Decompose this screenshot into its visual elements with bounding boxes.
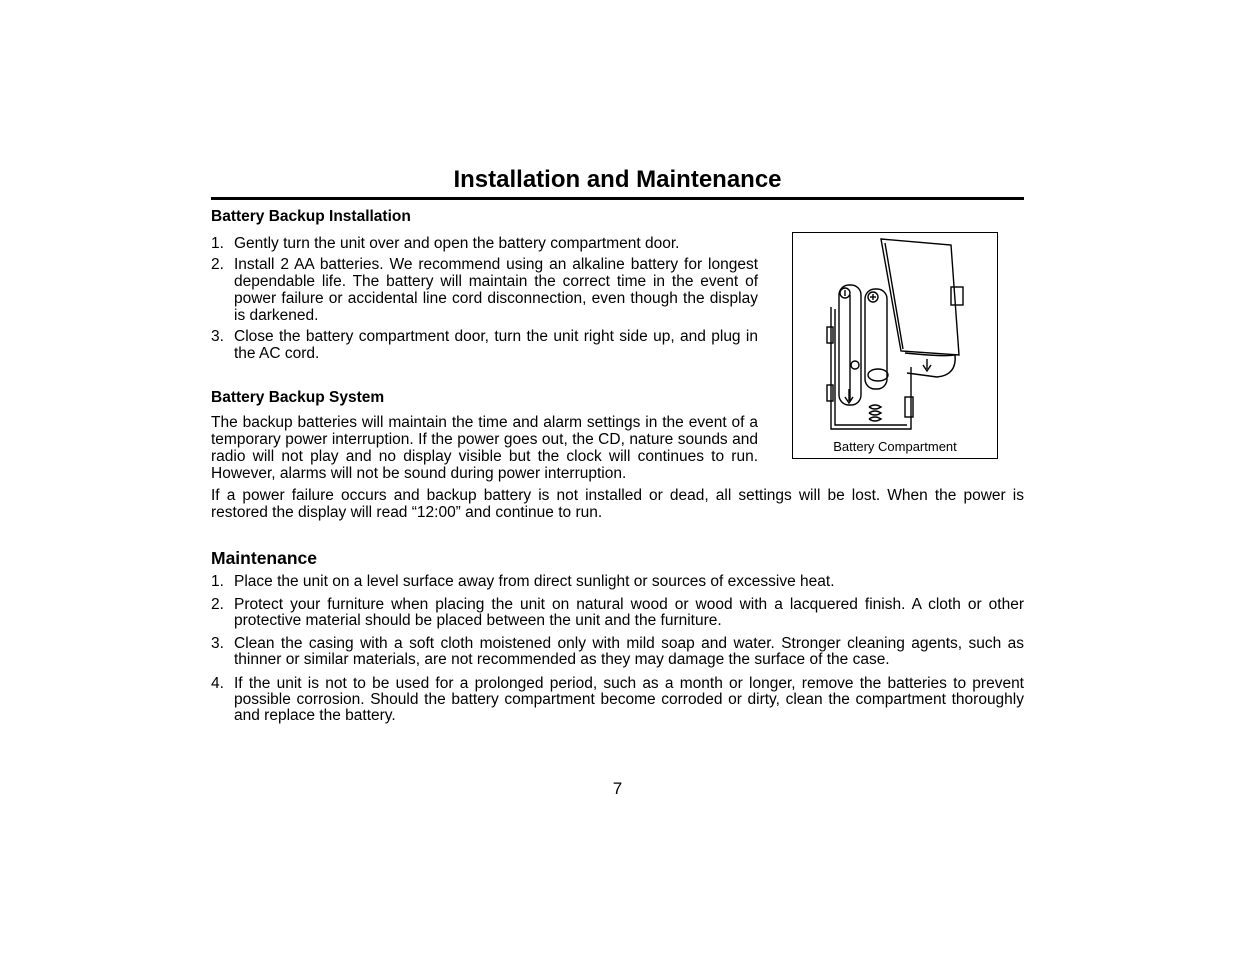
battery-compartment-figure <box>792 232 998 459</box>
list-item-text: Clean the casing with a soft cloth moistened only with mild soap and water. Stronger cleaning agents, such as thinner or similar materials, are not recommended as they may damage the surface of the case. <box>234 635 1024 668</box>
maintenance-list <box>211 573 1024 724</box>
page-title: Installation and Maintenance <box>453 166 782 193</box>
list-item-number: 1. <box>211 235 224 252</box>
list-item <box>211 676 1024 724</box>
list-item-text: Install 2 AA batteries. We recommend using an alkaline battery for longest dependable life. The battery will maintain the correct time in the event of power failure or accidental line cord disconnection, even though the display is darkened. <box>234 256 758 324</box>
list-item-text: Place the unit on a level surface away from direct sunlight or sources of excessive heat. <box>234 573 835 590</box>
list-item-number: 1. <box>211 573 224 590</box>
list-item-text: If the unit is not to be used for a prolonged period, such as a month or longer, remove the batteries to prevent possible corrosion. Should the battery compartment become corroded or dirty, clean the compartment thoroughly and replace the battery. <box>234 675 1024 724</box>
list-item <box>211 597 1024 629</box>
list-item-text: Gently turn the unit over and open the battery compartment door. <box>234 235 680 252</box>
list-item <box>211 573 1024 590</box>
list-item-number: 2. <box>211 256 224 273</box>
battery-install-heading: Battery Backup Installation <box>211 208 411 225</box>
list-item-number: 2. <box>211 596 224 613</box>
battery-install-list <box>211 235 758 362</box>
list-item <box>211 256 758 324</box>
title-rule <box>211 197 1024 200</box>
list-item <box>211 235 758 252</box>
list-item-text: Protect your furniture when placing the unit on natural wood or wood with a lacquered finish. A cloth or other protective material should be placed between the unit and the furniture. <box>234 596 1024 629</box>
list-item-number: 3. <box>211 328 224 345</box>
battery-system-heading: Battery Backup System <box>211 389 385 406</box>
list-item-number: 3. <box>211 635 224 652</box>
list-item-text: Close the battery compartment door, turn the unit right side up, and plug in the AC cord. <box>234 328 758 362</box>
page-number: 7 <box>612 779 623 798</box>
battery-system-paragraph: The backup batteries will maintain the time and alarm settings in the event of a temporary power interruption. If the power goes out, the CD, nature sounds and radio will not play and no display visible but the clock will continues to run. However, alarms will not be sound during power interruption. <box>211 414 758 482</box>
maintenance-heading: Maintenance <box>211 548 317 568</box>
list-item <box>211 636 1024 668</box>
power-failure-paragraph: If a power failure occurs and backup battery is not installed or dead, all settings will be lost. When the power is restored the display will read “12:00” and continue to run. <box>211 487 1024 521</box>
figure-caption: Battery Compartment <box>833 439 957 454</box>
battery-compartment-illustration <box>823 237 973 437</box>
list-item-number: 4. <box>211 675 224 692</box>
list-item <box>211 328 758 362</box>
